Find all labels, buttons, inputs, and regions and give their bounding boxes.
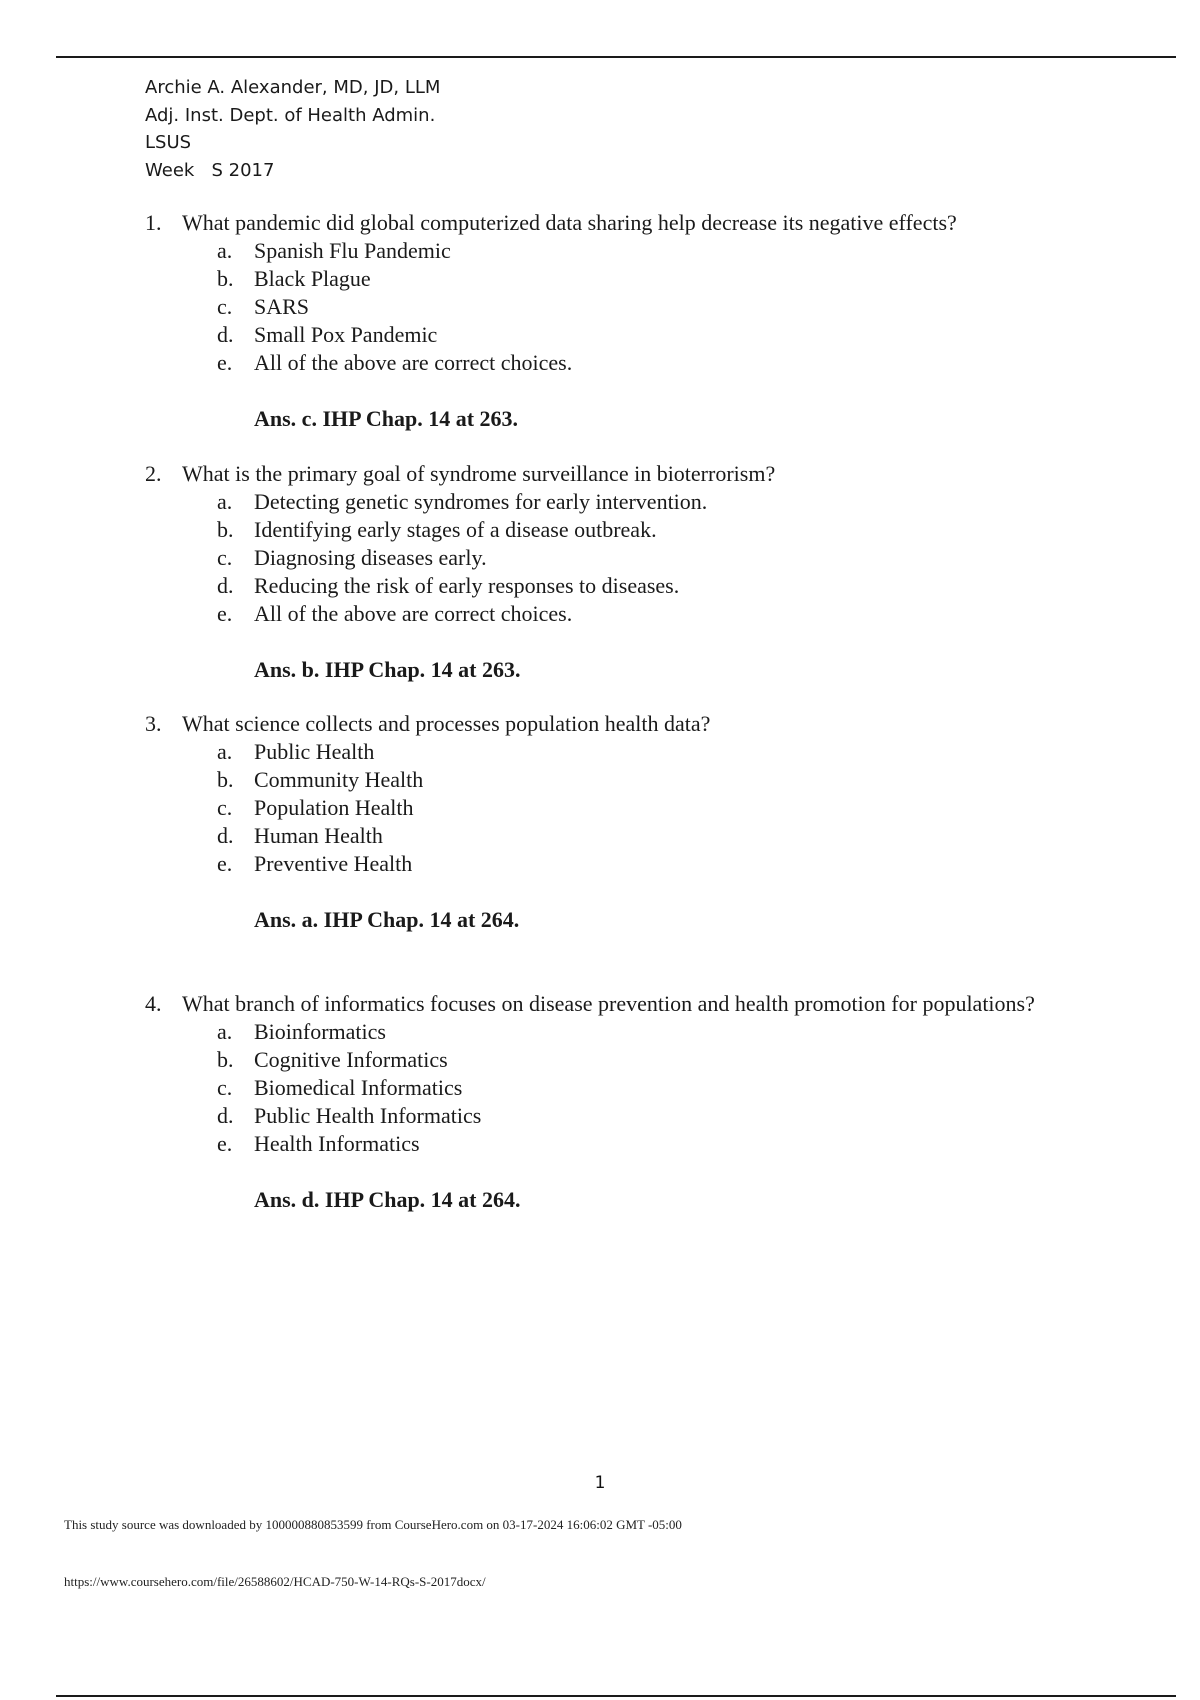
option-letter: e. (217, 350, 233, 375)
option-letter: b. (217, 767, 234, 792)
option-text: Public Health Informatics (254, 1103, 482, 1128)
option-text: SARS (254, 294, 310, 319)
option-text: Diagnosing diseases early. (254, 545, 487, 570)
option-text: Black Plague (254, 266, 371, 291)
option-b (145, 766, 1045, 794)
option-e (145, 349, 1045, 377)
option-letter: a. (217, 489, 233, 514)
position-line: Adj. Inst. Dept. of Health Admin. (145, 104, 436, 126)
question-text (145, 990, 1045, 1018)
option-c (145, 794, 1045, 822)
option-a (145, 1018, 1045, 1046)
option-list (145, 488, 1045, 628)
option-letter: a. (217, 238, 233, 263)
page-number: 1 (594, 1473, 606, 1493)
option-letter: c. (217, 1075, 233, 1100)
option-c (145, 293, 1045, 321)
option-c (145, 544, 1045, 572)
option-d (145, 822, 1045, 850)
option-c (145, 1074, 1045, 1102)
bottom-rule (56, 1695, 1176, 1697)
option-text: Biomedical Informatics (254, 1075, 463, 1100)
question-text (145, 209, 1045, 237)
question-stem: What science collects and processes population health data? (182, 711, 711, 736)
option-letter: e. (217, 1131, 233, 1156)
question-text (145, 460, 1045, 488)
option-text: All of the above are correct choices. (254, 350, 573, 375)
option-letter: d. (217, 823, 234, 848)
option-text: Public Health (254, 739, 375, 764)
option-letter: d. (217, 322, 234, 347)
term-line: Week S 2017 (145, 159, 275, 181)
download-source-note: This study source was downloaded by 100000880853599 from CourseHero.com on 03-17-2024 16:06:02 GMT -05:00 (64, 1517, 682, 1532)
option-text: Health Informatics (254, 1131, 420, 1156)
option-text: All of the above are correct choices. (254, 601, 573, 626)
option-letter: d. (217, 1103, 234, 1128)
option-d (145, 572, 1045, 600)
option-e (145, 1130, 1045, 1158)
question-number: 4. (145, 991, 162, 1016)
option-b (145, 265, 1045, 293)
option-list (145, 738, 1045, 878)
option-letter: b. (217, 517, 234, 542)
question-1 (145, 209, 1045, 433)
question-number: 2. (145, 461, 162, 486)
option-letter: c. (217, 294, 233, 319)
question-stem: What is the primary goal of syndrome surveillance in bioterrorism? (182, 461, 776, 486)
option-b (145, 516, 1045, 544)
question-stem: What branch of informatics focuses on disease prevention and health promotion for populations? (182, 991, 1035, 1016)
option-letter: a. (217, 1019, 233, 1044)
option-a (145, 488, 1045, 516)
option-text: Preventive Health (254, 851, 413, 876)
document-header (145, 74, 440, 184)
option-text: Population Health (254, 795, 414, 820)
option-text: Bioinformatics (254, 1019, 386, 1044)
option-letter: a. (217, 739, 233, 764)
question-number: 1. (145, 210, 162, 235)
question-text (145, 710, 1045, 738)
source-url[interactable]: https://www.coursehero.com/file/26588602/HCAD-750-W-14-RQs-S-2017docx/ (64, 1574, 486, 1589)
option-letter: b. (217, 266, 234, 291)
option-letter: b. (217, 1047, 234, 1072)
option-b (145, 1046, 1045, 1074)
option-d (145, 321, 1045, 349)
answer-key: Ans. b. IHP Chap. 14 at 263. (254, 657, 521, 682)
question-4 (145, 990, 1045, 1214)
option-list (145, 237, 1045, 377)
option-letter: e. (217, 851, 233, 876)
option-a (145, 237, 1045, 265)
option-text: Small Pox Pandemic (254, 322, 438, 347)
author-line: Archie A. Alexander, MD, JD, LLM (145, 77, 441, 98)
question-stem: What pandemic did global computerized data sharing help decrease its negative effects? (182, 210, 957, 235)
option-e (145, 600, 1045, 628)
option-d (145, 1102, 1045, 1130)
option-letter: c. (217, 795, 233, 820)
question-number: 3. (145, 711, 162, 736)
answer-key: Ans. c. IHP Chap. 14 at 263. (254, 406, 519, 431)
option-text: Human Health (254, 823, 383, 848)
option-letter: d. (217, 573, 234, 598)
question-list (145, 209, 1045, 1214)
institution-line: LSUS (145, 132, 192, 153)
answer-key: Ans. a. IHP Chap. 14 at 264. (254, 907, 520, 932)
top-rule (56, 56, 1176, 58)
option-text: Community Health (254, 767, 424, 792)
option-letter: c. (217, 545, 233, 570)
option-list (145, 1018, 1045, 1158)
option-text: Reducing the risk of early responses to diseases. (254, 573, 680, 598)
option-a (145, 738, 1045, 766)
answer-key: Ans. d. IHP Chap. 14 at 264. (254, 1187, 521, 1212)
option-text: Cognitive Informatics (254, 1047, 448, 1072)
option-e (145, 850, 1045, 878)
option-letter: e. (217, 601, 233, 626)
question-2 (145, 460, 1045, 684)
question-3 (145, 710, 1045, 934)
option-text: Identifying early stages of a disease outbreak. (254, 517, 657, 542)
option-text: Detecting genetic syndromes for early intervention. (254, 489, 708, 514)
option-text: Spanish Flu Pandemic (254, 238, 451, 263)
